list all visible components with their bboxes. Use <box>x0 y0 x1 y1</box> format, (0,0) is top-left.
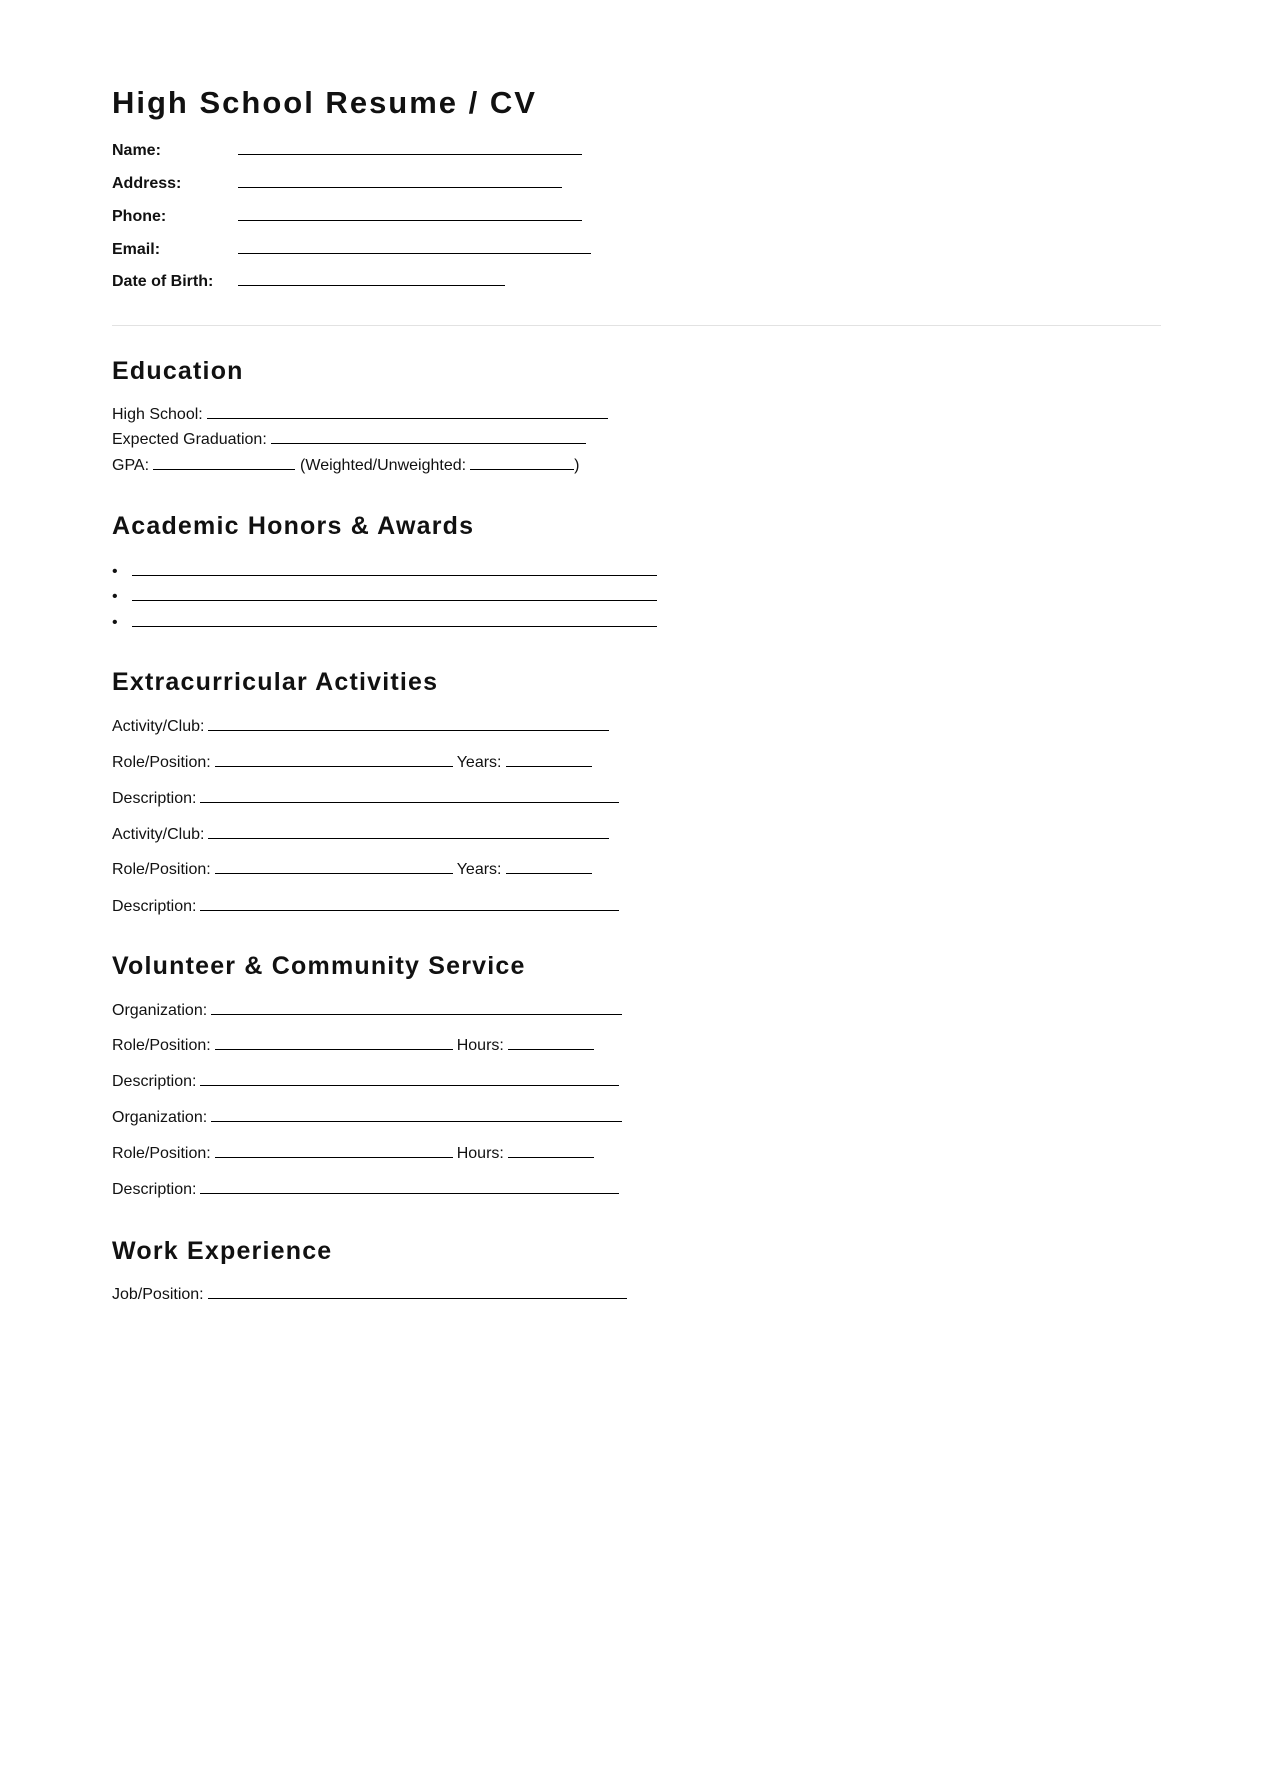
description-label: Description: <box>112 1181 197 1198</box>
email-blank[interactable] <box>238 238 591 254</box>
role-label: Role/Position: <box>112 861 211 878</box>
role-label: Role/Position: <box>112 754 211 771</box>
job-blank[interactable] <box>208 1283 627 1299</box>
address-blank[interactable] <box>238 172 562 188</box>
description-blank[interactable] <box>200 787 619 803</box>
phone-field <box>112 205 582 227</box>
education-heading: Education <box>112 357 244 385</box>
role-blank[interactable] <box>215 1142 453 1158</box>
volunteer-heading: Volunteer & Community Service <box>112 952 526 980</box>
description-field <box>112 895 619 917</box>
bullet-icon: • <box>112 563 118 580</box>
job-label: Job/Position: <box>112 1286 204 1303</box>
description-blank[interactable] <box>200 895 619 911</box>
gpa-field <box>112 454 579 476</box>
role-field <box>112 858 592 880</box>
role-blank[interactable] <box>215 858 453 874</box>
activity-label: Activity/Club: <box>112 826 205 843</box>
dob-label: Date of Birth: <box>112 273 214 290</box>
bullet-icon: • <box>112 588 118 605</box>
organization-field <box>112 1106 622 1128</box>
job-field <box>112 1283 627 1305</box>
description-blank[interactable] <box>200 1070 619 1086</box>
honor-item <box>112 560 657 582</box>
honor-item <box>112 611 657 633</box>
phone-label: Phone: <box>112 208 167 225</box>
high-school-field <box>112 403 608 425</box>
name-label: Name: <box>112 142 161 159</box>
organization-blank[interactable] <box>211 1106 622 1122</box>
weighted-blank[interactable] <box>470 454 574 470</box>
dob-field <box>112 270 505 292</box>
page-title: High School Resume / CV <box>112 85 537 120</box>
work-heading: Work Experience <box>112 1237 333 1265</box>
honor-item <box>112 585 657 607</box>
description-field <box>112 787 619 809</box>
weighted-label: (Weighted/Unweighted: <box>300 457 467 474</box>
activity-blank[interactable] <box>208 715 609 731</box>
graduation-label: Expected Graduation: <box>112 431 267 448</box>
graduation-field <box>112 428 586 450</box>
activity-label: Activity/Club: <box>112 718 205 735</box>
email-field <box>112 238 591 260</box>
gpa-label: GPA: <box>112 457 150 474</box>
phone-blank[interactable] <box>238 205 582 221</box>
organization-label: Organization: <box>112 1002 208 1019</box>
divider <box>112 325 1161 326</box>
honor-blank[interactable] <box>132 585 657 601</box>
description-label: Description: <box>112 1073 197 1090</box>
description-blank[interactable] <box>200 1178 619 1194</box>
volunteer-role-field <box>112 1142 594 1164</box>
dob-blank[interactable] <box>238 270 505 286</box>
graduation-blank[interactable] <box>271 428 586 444</box>
gpa-blank[interactable] <box>153 454 295 470</box>
years-blank[interactable] <box>506 751 592 767</box>
role-label: Role/Position: <box>112 1145 211 1162</box>
high-school-blank[interactable] <box>207 403 608 419</box>
name-blank[interactable] <box>238 139 582 155</box>
organization-blank[interactable] <box>211 999 622 1015</box>
honor-blank[interactable] <box>132 560 657 576</box>
extracurricular-heading: Extracurricular Activities <box>112 668 439 696</box>
activity-field <box>112 715 609 737</box>
volunteer-description-field <box>112 1178 619 1200</box>
weighted-close: ) <box>574 457 580 474</box>
address-field <box>112 172 562 194</box>
email-label: Email: <box>112 241 161 258</box>
hours-label: Hours: <box>456 1037 504 1054</box>
role-blank[interactable] <box>215 751 453 767</box>
role-field <box>112 751 592 773</box>
name-field <box>112 139 582 161</box>
organization-field <box>112 999 622 1021</box>
years-label: Years: <box>456 754 502 771</box>
volunteer-description-field <box>112 1070 619 1092</box>
honors-heading: Academic Honors & Awards <box>112 512 475 540</box>
years-blank[interactable] <box>506 858 592 874</box>
organization-label: Organization: <box>112 1109 208 1126</box>
description-label: Description: <box>112 790 197 807</box>
hours-label: Hours: <box>456 1145 504 1162</box>
role-blank[interactable] <box>215 1034 453 1050</box>
high-school-label: High School: <box>112 406 203 423</box>
address-label: Address: <box>112 175 182 192</box>
volunteer-role-field <box>112 1034 594 1056</box>
bullet-icon: • <box>112 614 118 631</box>
role-label: Role/Position: <box>112 1037 211 1054</box>
hours-blank[interactable] <box>508 1142 594 1158</box>
hours-blank[interactable] <box>508 1034 594 1050</box>
honor-blank[interactable] <box>132 611 657 627</box>
years-label: Years: <box>456 861 502 878</box>
activity-blank[interactable] <box>208 823 609 839</box>
description-label: Description: <box>112 898 197 915</box>
activity-field <box>112 823 609 845</box>
